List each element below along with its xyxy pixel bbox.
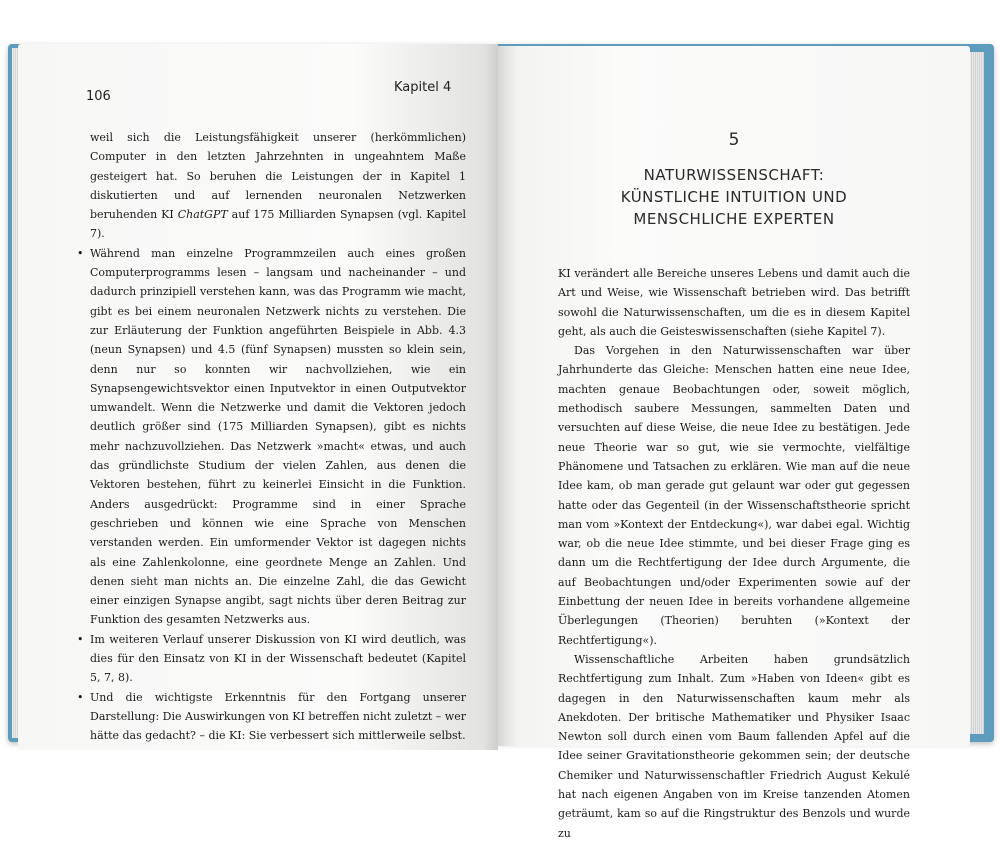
chapter-title-line: KÜNSTLICHE INTUITION UND [620,188,848,206]
right-page [498,46,970,840]
chapter-title-line: NATURWISSENSCHAFT: [643,166,825,184]
chapter-number: 5 [728,130,740,150]
page-number: 106 [86,89,111,104]
paragraph: Das Vorgehen in den Naturwissenschaften war über Jahrhunderte das Gleiche: Menschen hatten eine neue Idee, machten genaue Beobachtungen oder, soweit möglich, methodisch saubere Messungen, sammelten Daten und versuchten auf diese Weise, die neue Idee zu bestätigen. Jede neue Theorie war so gut, wie sie vermochte, vielfältige Phänomene und Tatsachen zu erklären. Wie man auf die neue Idee kam, ob man gerade gut gelaunt war oder gut gegessen hatte oder das Gegenteil (in der Wissenschaftstheorie spricht man vom »Kontext der Entdeckung«), war dabei egal. Wichtig war, ob die neue Idee stimmte, und bei dieser Frage ging es dann um die Rechtfertigung der Idee durch Argumente, die auf Beobachtungen und/oder Experimenten sowie auf der Einbettung der neuen Idee in bereits vorhandene allgemeine Überlegungen (Theorien) beruhten (»Kontext der Rechtfertigung«). [558,344,910,647]
paragraph: Wissenschaftliche Arbeiten haben grundsätzlich Rechtfertigung zum Inhalt. Zum »Haben von Ideen« gibt es dagegen in den Naturwissenschaften kaum mehr als Anekdoten. Der britische Mathematiker und Physiker Isaac Newton soll durch einen vom Baum fallenden Apfel auf die Idee seiner Gravitationstheorie gekommen sein; der deutsche Chemiker und Naturwissenschaftler Friedrich August Kekulé hat nach eigenen Angaben von im Kreise tanzenden Atomen geträumt, kam so auf die Ringstruktur des Benzols und wurde zu [558,652,910,840]
chapter-title [558,164,910,230]
bullet-list [90,244,466,746]
left-page [18,44,498,750]
running-head: Kapitel 4 [394,80,452,95]
bullet-item: • Im weiteren Verlauf unserer Diskussion von KI wird deutlich, was dies für den Einsatz von KI in der Wissenschaft bedeutet (Kapitel 5, 7, 8). [90,630,466,688]
intro-italic: ChatGPT [177,208,228,222]
bullet-item: • Und die wichtigste Erkenntnis für den Fortgang unserer Darstellung: Die Auswirkungen von KI betreffen nicht zuletzt – wer hätte das gedacht? – die KI: Sie verbessert sich mittlerweile selbst. [90,688,466,746]
right-page-body [558,264,910,843]
intro-paragraph [90,128,466,244]
paragraph: KI verändert alle Bereiche unseres Lebens und damit auch die Art und Weise, wie Wissenschaft betrieben wird. Das betrifft sowohl die Naturwissenschaften, um die es in diesem Kapitel geht, als auch die Geisteswissenschaften (siehe Kapitel 7). [558,267,910,338]
intro-text: weil sich die Leistungsfähigkeit unserer (herkömmlichen) Computer in den letzten Jahrzehnten in ungeahntem Maße gesteigert hat. So beruhen die Leistungen der in Kapitel 1 diskutierten und auf lernenden neuronalen Netzwerken beruhenden KI [90,131,466,222]
left-page-body [90,128,466,746]
intro-tail: auf 175 Milliarden Synapsen (vgl. Kapitel 7). [90,208,467,241]
bullet-item: • Während man einzelne Programmzeilen auch eines großen Computerprogramms lesen – langsam und nacheinander – und dadurch prinzipiell verstehen kann, was das Programm wie macht, gibt es bei einem neuronalen Netzwerk nichts zu verstehen. Die zur Erläuterung der Funktion angeführten Beispiele in Abb. 4.3 (neun Synapsen) und 4.5 (fünf Synapsen) mussten so klein sein, denn nur so konnten wir nachvollziehen, wie ein Synapsengewichtsvektor einen Inputvektor in einen Outputvektor umwandelt. Wenn die Netzwerke und damit die Vektoren jedoch deutlich größer sind (175 Milliarden Synapsen), gibt es nichts mehr nachzuvollziehen. Das Netzwerk »macht« etwas, und auch das gründlichste Studium der vielen Zahlen, aus denen die Vektoren bestehen, führt zu keinerlei Einsicht in die Funktion. Anders ausgedrückt: Programme sind in einer Sprache geschrieben und können wie eine Sprache von Menschen verstanden werden. Ein umformender Vektor ist dagegen nichts als eine Zahlenkolonne, eine geordnete Menge an Zahlen. Und denen sieht man nichts an. Die einzelne Zahl, die das Gewicht einer einzigen Synapse angibt, sagt nichts über deren Beitrag zur Funktion des gesamten Netzwerks aus. [90,244,466,630]
chapter-title-line: MENSCHLICHE EXPERTEN [633,210,835,228]
